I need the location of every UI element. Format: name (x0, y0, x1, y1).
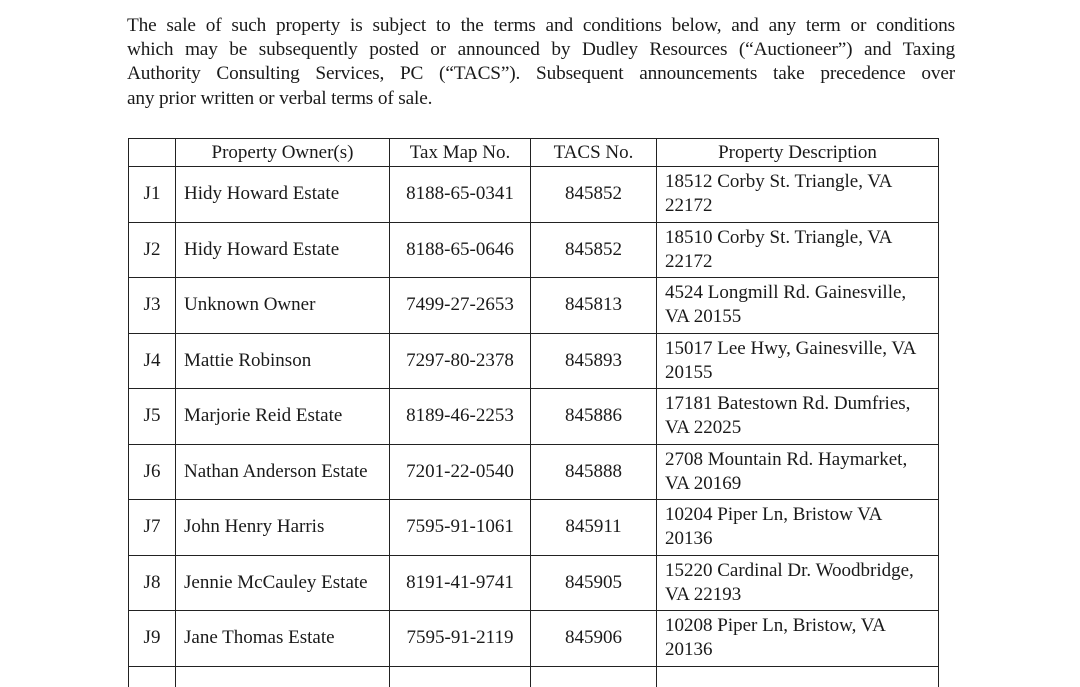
terms-paragraph (127, 14, 955, 111)
table-header-row (129, 139, 939, 167)
row-id: J5 (129, 389, 176, 445)
row-id: J3 (129, 278, 176, 334)
table-row (129, 333, 939, 389)
row-id: J8 (129, 555, 176, 611)
row-description: 15220 Cardinal Dr. Woodbridge, VA 22193 (657, 555, 939, 611)
row-id: J6 (129, 444, 176, 500)
row-tax-map: 8189-46-2253 (390, 389, 531, 445)
row-tax-map: 8188-65-0646 (390, 222, 531, 278)
row-id: J9 (129, 611, 176, 667)
cutoff-cell (657, 666, 939, 687)
cutoff-cell (390, 666, 531, 687)
row-id: J1 (129, 167, 176, 223)
row-description: 18510 Corby St. Triangle, VA 22172 (657, 222, 939, 278)
row-owner: Nathan Anderson Estate (176, 444, 390, 500)
cutoff-cell (531, 666, 657, 687)
cutoff-cell (176, 666, 390, 687)
terms-line: which may be subsequently posted or announced by Dudley Resources (“Auctioneer”) and Taxing (127, 39, 955, 61)
table-row (129, 444, 939, 500)
table-row (129, 389, 939, 445)
row-owner: Jane Thomas Estate (176, 611, 390, 667)
row-tax-map: 7499-27-2653 (390, 278, 531, 334)
header-property-owner: Property Owner(s) (176, 139, 390, 167)
row-id: J4 (129, 333, 176, 389)
row-tacs: 845893 (531, 333, 657, 389)
terms-line: The sale of such property is subject to the terms and conditions below, and any term or conditions (127, 15, 955, 36)
row-owner: John Henry Harris (176, 500, 390, 556)
row-tacs: 845813 (531, 278, 657, 334)
row-description: 10204 Piper Ln, Bristow VA 20136 (657, 500, 939, 556)
table-row (129, 611, 939, 667)
row-tacs: 845906 (531, 611, 657, 667)
property-table (128, 138, 939, 687)
row-owner: Jennie McCauley Estate (176, 555, 390, 611)
row-description: 4524 Longmill Rd. Gainesville, VA 20155 (657, 278, 939, 334)
table-row (129, 500, 939, 556)
header-tacs-no: TACS No. (531, 139, 657, 167)
terms-line: any prior written or verbal terms of sale. (127, 87, 433, 109)
row-tax-map: 7595-91-2119 (390, 611, 531, 667)
row-id: J7 (129, 500, 176, 556)
row-tacs: 845852 (531, 167, 657, 223)
row-tax-map: 8188-65-0341 (390, 167, 531, 223)
header-property-description: Property Description (657, 139, 939, 167)
table-row-cutoff (129, 666, 939, 687)
row-tax-map: 7595-91-1061 (390, 500, 531, 556)
row-tax-map: 7297-80-2378 (390, 333, 531, 389)
row-description: 10208 Piper Ln, Bristow, VA 20136 (657, 611, 939, 667)
header-id (129, 139, 176, 167)
row-description: 15017 Lee Hwy, Gainesville, VA 20155 (657, 333, 939, 389)
row-tax-map: 7201-22-0540 (390, 444, 531, 500)
row-description: 17181 Batestown Rd. Dumfries, VA 22025 (657, 389, 939, 445)
row-owner: Hidy Howard Estate (176, 222, 390, 278)
row-tacs: 845911 (531, 500, 657, 556)
row-description: 2708 Mountain Rd. Haymarket, VA 20169 (657, 444, 939, 500)
terms-line: Authority Consulting Services, PC (“TACS”). Subsequent announcements take precedence over (127, 63, 955, 85)
table-row (129, 167, 939, 223)
row-owner: Mattie Robinson (176, 333, 390, 389)
row-tax-map: 8191-41-9741 (390, 555, 531, 611)
row-owner: Marjorie Reid Estate (176, 389, 390, 445)
row-description: 18512 Corby St. Triangle, VA 22172 (657, 167, 939, 223)
row-owner: Hidy Howard Estate (176, 167, 390, 223)
row-tacs: 845886 (531, 389, 657, 445)
header-tax-map-no: Tax Map No. (390, 139, 531, 167)
row-owner: Unknown Owner (176, 278, 390, 334)
row-id: J2 (129, 222, 176, 278)
row-tacs: 845888 (531, 444, 657, 500)
table-row (129, 222, 939, 278)
row-tacs: 845905 (531, 555, 657, 611)
cutoff-cell (129, 666, 176, 687)
row-tacs: 845852 (531, 222, 657, 278)
table-row (129, 555, 939, 611)
table-row (129, 278, 939, 334)
